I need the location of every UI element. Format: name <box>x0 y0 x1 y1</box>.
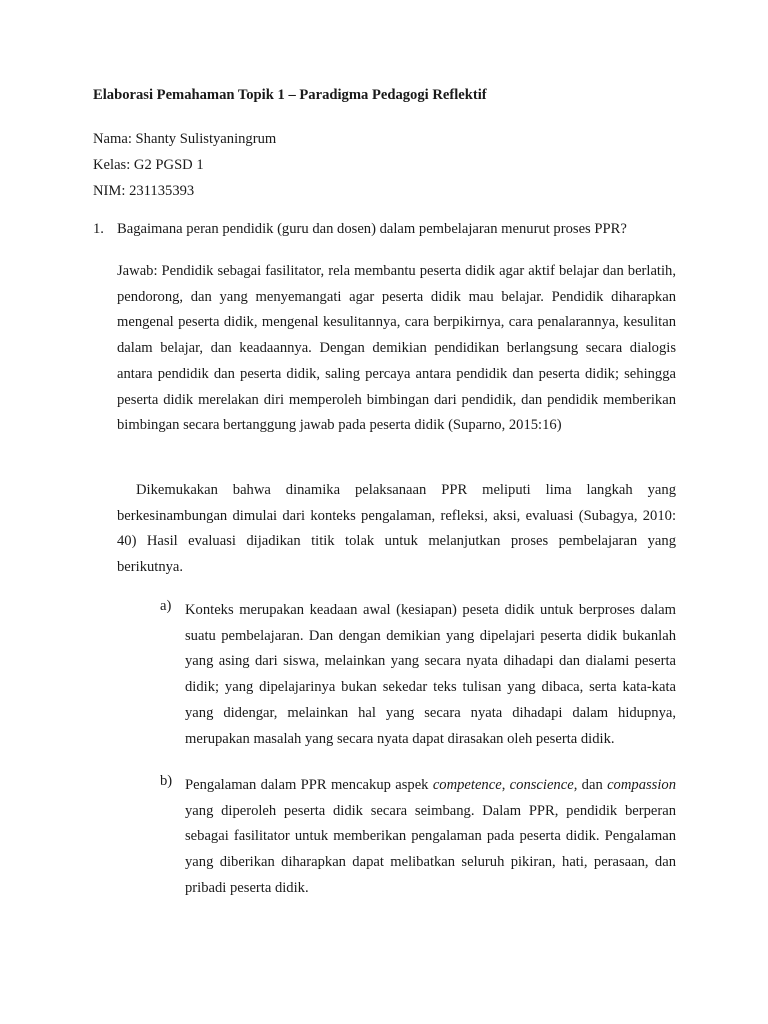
text-segment: Pengalaman dalam PPR mencakup aspek <box>185 777 433 793</box>
term-competence: competence <box>432 777 502 793</box>
question-number: 1. <box>93 221 104 237</box>
text-separator: , dan <box>573 777 608 793</box>
question-text: Bagaimana peran pendidik (guru dan dosen) dalam pembelajaran menurut proses PPR? <box>117 221 627 237</box>
term-conscience: conscience <box>509 777 574 793</box>
list-item-text: Konteks merupakan keadaan awal (kesiapan) peseta didik untuk berproses dalam suatu pembelajaran. Dan dengan demikian yang dipelajari peserta didik bukanlah yang asing dari siswa, melainkan yang secara nyata dihadapi dan dialami peserta didik; yang dipelajarinya bukan sekedar teks tulisan yang dibaca, serta kata-kata yang didengar, melainkan hal yang secara nyata dihadapi dalam hidupnya, merupakan masalah yang secara nyata dapat dirasakan oleh peserta didik. <box>185 602 676 747</box>
text-segment: yang diperoleh peserta didik secara seimbang. Dalam PPR, pendidik berperan sebagai fasilitator untuk memberikan pengalaman pada peserta didik. Pengalaman yang diberikan diharapkan dapat melibatkan seluruh pikiran, hati, perasaan, dan pribadi peserta didik. <box>185 802 676 896</box>
student-class: Kelas: G2 PGSD 1 <box>93 157 204 173</box>
document-title: Elaborasi Pemahaman Topik 1 – Paradigma Pedagogi Reflektif <box>93 87 487 103</box>
student-nim: NIM: 231135393 <box>93 183 195 199</box>
list-item-text <box>185 773 676 902</box>
list-marker: b) <box>160 773 173 789</box>
student-name: Nama: Shanty Sulistyaningrum <box>93 131 277 147</box>
answer-paragraph: Jawab: Pendidik sebagai fasilitator, rela membantu peserta didik agar aktif belajar dan berlatih, pendorong, dan yang menyemangati agar peserta didik mau belajar. Pendidik diharapkan mengenal peserta didik, mengenal kesulitannya, cara berpikirnya, cara penalarannya, kesulitan dalam belajar, dan keadaannya. Dengan demikian pendidikan berlangsung secara dialogis antara pendidik dan peserta didik, saling percaya antara pendidik dan peserta didik; sehingga peserta didik merelakan diri memperoleh bimbingan dari pendidik, dan pendidik memberikan bimbingan secara bertanggung jawab pada peserta didik (Suparno, 2015:16) <box>117 263 676 434</box>
text-separator: , <box>501 777 510 793</box>
list-marker: a) <box>160 598 172 614</box>
term-compassion: compassion <box>607 777 676 793</box>
ppr-dynamics-paragraph: Dikemukakan bahwa dinamika pelaksanaan PPR meliputi lima langkah yang berkesinambungan dimulai dari konteks pengalaman, refleksi, aksi, evaluasi (Subagya, 2010: 40) Hasil evaluasi dijadikan titik tolak untuk melanjutkan proses pembelajaran yang berikutnya. <box>117 482 676 576</box>
